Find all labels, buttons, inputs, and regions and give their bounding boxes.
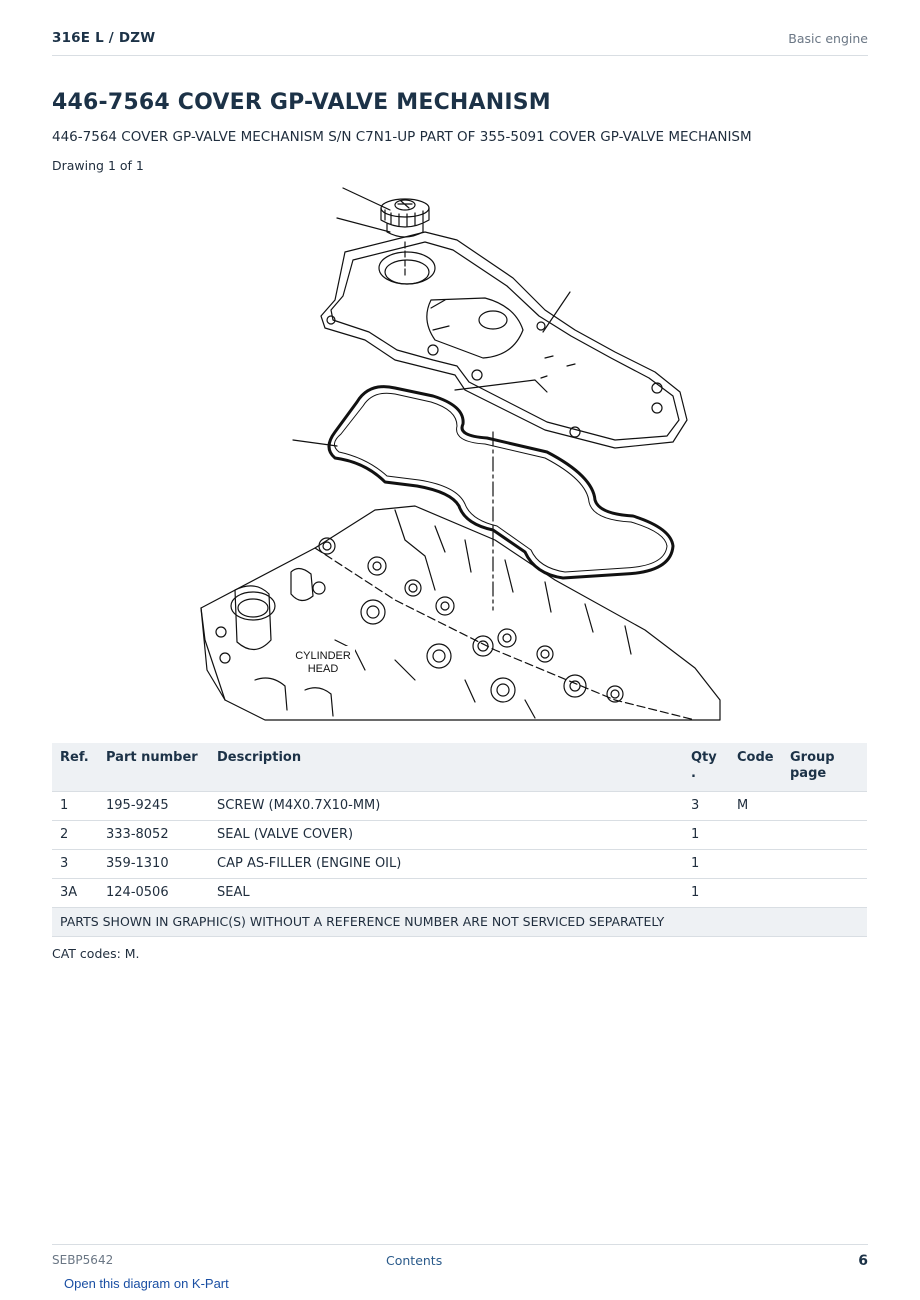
row-code (729, 821, 782, 850)
row-code: M (729, 792, 782, 821)
table-row (52, 879, 867, 908)
cover-gasket (329, 387, 673, 578)
table-row (52, 850, 867, 879)
row-qty: 1 (683, 850, 729, 879)
drawing-count: Drawing 1 of 1 (52, 158, 144, 173)
row-description: SEAL (VALVE COVER) (209, 821, 683, 850)
row-qty: 3 (683, 792, 729, 821)
valve-cover (321, 232, 687, 448)
cylinder-head (201, 506, 720, 720)
row-group-page (782, 879, 867, 908)
parts-table (52, 743, 867, 937)
col-ref-header: Ref. (52, 743, 98, 792)
page-title: 446-7564 COVER GP-VALVE MECHANISM (52, 90, 551, 115)
row-qty: 1 (683, 879, 729, 908)
row-code (729, 879, 782, 908)
col-description-header: Description (209, 743, 683, 792)
page-subtitle: 446-7564 COVER GP-VALVE MECHANISM S/N C7N1-UP PART OF 355-5091 COVER GP-VALVE MECHANISM (52, 129, 752, 145)
contents-link[interactable]: Contents (386, 1253, 443, 1268)
parts-diagram (195, 180, 725, 725)
row-part-number: 124-0506 (98, 879, 209, 908)
row-ref: 2 (52, 821, 98, 850)
footer-divider (52, 1244, 868, 1245)
row-part-number: 359-1310 (98, 850, 209, 879)
row-group-page (782, 792, 867, 821)
document-id: SEBP5642 (52, 1253, 114, 1267)
row-part-number: 333-8052 (98, 821, 209, 850)
row-ref: 1 (52, 792, 98, 821)
table-note-row (52, 908, 867, 937)
row-description: SEAL (209, 879, 683, 908)
row-ref: 3 (52, 850, 98, 879)
table-header-row (52, 743, 867, 792)
table-row (52, 792, 867, 821)
table-note: PARTS SHOWN IN GRAPHIC(S) WITHOUT A REFERENCE NUMBER ARE NOT SERVICED SEPARATELY (52, 908, 867, 937)
row-description: SCREW (M4X0.7X10-MM) (209, 792, 683, 821)
row-qty: 1 (683, 821, 729, 850)
row-code (729, 850, 782, 879)
row-ref: 3A (52, 879, 98, 908)
col-part-number-header: Part number (98, 743, 209, 792)
col-code-header: Code (729, 743, 782, 792)
section-name: Basic engine (788, 31, 868, 46)
cylinder-label-line2: HEAD (307, 663, 339, 675)
row-description: CAP AS-FILLER (ENGINE OIL) (209, 850, 683, 879)
cylinder-label-line1: CYLINDER (295, 650, 351, 662)
row-part-number: 195-9245 (98, 792, 209, 821)
page-header (52, 28, 868, 56)
col-qty-header: Qty . (683, 743, 729, 792)
cat-codes: CAT codes: M. (52, 946, 140, 961)
table-row (52, 821, 867, 850)
col-group-page-header: Group page (782, 743, 867, 792)
row-group-page (782, 850, 867, 879)
row-group-page (782, 821, 867, 850)
machine-model: 316E L / DZW (52, 30, 156, 46)
kpart-diagram-link[interactable]: Open this diagram on K-Part (64, 1276, 229, 1291)
page-number: 6 (858, 1253, 868, 1269)
